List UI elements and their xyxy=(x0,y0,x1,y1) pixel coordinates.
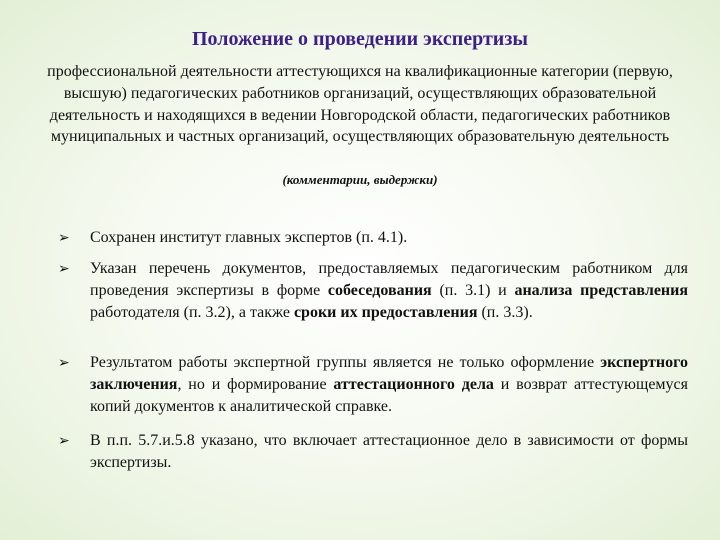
comment-note: (комментарии, выдержки) xyxy=(282,172,438,187)
arrow-bullet-icon: ➢ xyxy=(58,355,70,371)
arrow-bullet-icon: ➢ xyxy=(58,433,70,449)
bullet-text: Указан перечень документов, предоставляемых педагогическим работником для проведения экспертизы в форме собеседования (п. 3.1) и анализа представления работодателя (п. 3.2), а также сроки их предоставления (п. 3.3). xyxy=(90,260,689,322)
arrow-bullet-icon: ➢ xyxy=(58,230,70,246)
bullet-text: Результатом работы экспертной группы является не только оформление экспертного заключения, но и формирование аттестационного дела и возврат аттестующемуся копий документов к аналитической справке. xyxy=(90,354,689,416)
arrow-bullet-icon: ➢ xyxy=(58,261,70,277)
bullet-text: В п.п. 5.7.и.5.8 указано, что включает аттестационное дело в зависимости от формы экспертизы. xyxy=(90,432,688,472)
page-title: Положение о проведении экспертизы xyxy=(192,28,528,50)
bullet-text: Сохранен институт главных экспертов (п. 4.1). xyxy=(90,229,408,246)
page-subtitle: профессиональной деятельности аттестующихся на квалификационные категории (первую, высшую) педагогических работников организаций, осуществляющих образовательной деятельность и находящихся в ведении Новгородской области, педагогических работников муниципальных и частных организаций, осуществляющих образовательную деятельность xyxy=(47,63,673,146)
